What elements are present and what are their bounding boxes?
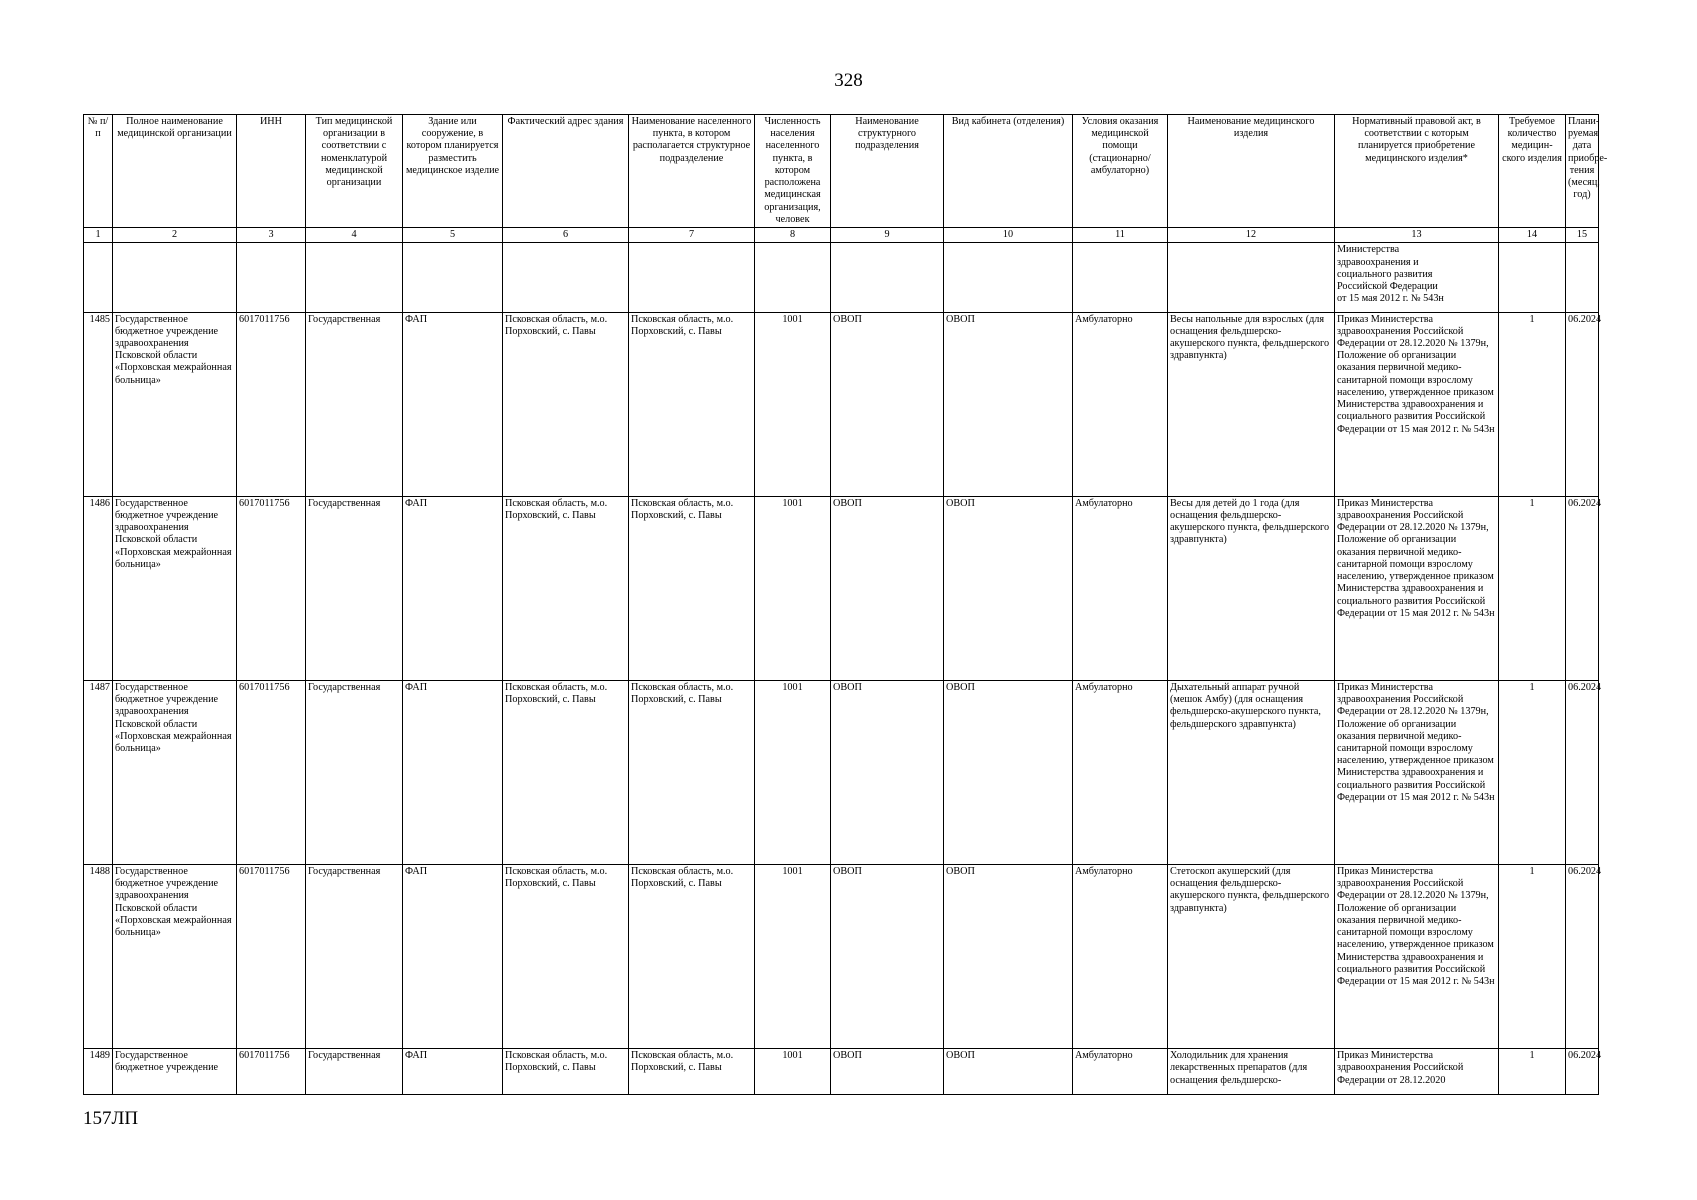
unit-cell: ОВОП <box>831 496 944 680</box>
table-row <box>84 1049 1599 1095</box>
column-number-row <box>84 228 1599 243</box>
unit-cell: ОВОП <box>831 312 944 496</box>
org-name-cell: Государственное бюджетное учреждение <box>113 1049 237 1095</box>
column-number: 10 <box>944 228 1073 243</box>
population-cell: 1001 <box>755 680 831 864</box>
document-code: 157ЛП <box>83 1108 139 1129</box>
locality-cell: Псковская область, м.о. Порховский, с. Павы <box>629 1049 755 1095</box>
table-row <box>84 496 1599 680</box>
address-cell: Псковская область, м.о. Порховский, с. Павы <box>503 312 629 496</box>
page-number: 328 <box>834 70 863 91</box>
cabinet-cell: ОВОП <box>944 1049 1073 1095</box>
locality-cell: Псковская область, м.о. Порховский, с. Павы <box>629 680 755 864</box>
unit-cell: ОВОП <box>831 1049 944 1095</box>
quantity-cell: 1 <box>1499 312 1566 496</box>
header-cell: Наименование медицинского изделия <box>1168 115 1335 228</box>
act-cell: Приказ Министерства здравоохранения Российской Федерации от 28.12.2020 № 1379н, Положение об организации оказания первичной медико-санитарной помощи взрослому населению, утвержденное приказом Министерства здравоохранения и социального развития Российской Федерации от 15 мая 2012 г. № 543н <box>1335 680 1499 864</box>
cabinet-cell: ОВОП <box>944 496 1073 680</box>
column-number: 9 <box>831 228 944 243</box>
column-number: 15 <box>1566 228 1599 243</box>
act-cell: Приказ Министерства здравоохранения Российской Федерации от 28.12.2020 № 1379н, Положение об организации оказания первичной медико-санитарной помощи взрослому населению, утвержденное приказом Министерства здравоохранения и социального развития Российской Федерации от 15 мая 2012 г. № 543н <box>1335 496 1499 680</box>
header-cell: Полное наименование медицинской организации <box>113 115 237 228</box>
table-cell <box>237 243 306 312</box>
header-cell: Численность населения населенного пункта, в котором расположена медицинская организация, человек <box>755 115 831 228</box>
conditions-cell: Амбулаторно <box>1073 865 1168 1049</box>
column-number: 4 <box>306 228 403 243</box>
table-cell <box>1566 243 1599 312</box>
locality-cell: Псковская область, м.о. Порховский, с. Павы <box>629 865 755 1049</box>
date-cell: 06.2024 <box>1566 865 1599 1049</box>
inn-cell: 6017011756 <box>237 496 306 680</box>
building-cell: ФАП <box>403 865 503 1049</box>
table-cell <box>1168 243 1335 312</box>
org-name-cell: Государственное бюджетное учреждение здравоохранения Псковской области «Порховская межрайонная больница» <box>113 496 237 680</box>
column-number: 5 <box>403 228 503 243</box>
act-cell: Приказ Министерства здравоохранения Российской Федерации от 28.12.2020 № 1379н, Положение об организации оказания первичной медико-санитарной помощи взрослому населению, утвержденное приказом Министерства здравоохранения и социального развития Российской Федерации от 15 мая 2012 г. № 543н <box>1335 312 1499 496</box>
building-cell: ФАП <box>403 496 503 680</box>
locality-cell: Псковская область, м.о. Порховский, с. Павы <box>629 312 755 496</box>
locality-cell: Псковская область, м.о. Порховский, с. Павы <box>629 496 755 680</box>
device-cell: Дыхательный аппарат ручной (мешок Амбу) (для оснащения фельдшерско-акушерского пункта, фельдшерского здравпункта) <box>1168 680 1335 864</box>
table-cell <box>755 243 831 312</box>
act-cell: Приказ Министерства здравоохранения Российской Федерации от 28.12.2020 № 1379н, Положение об организации оказания первичной медико-санитарной помощи взрослому населению, утвержденное приказом Министерства здравоохранения и социального развития Российской Федерации от 15 мая 2012 г. № 543н <box>1335 865 1499 1049</box>
population-cell: 1001 <box>755 312 831 496</box>
inn-cell: 6017011756 <box>237 312 306 496</box>
column-number: 3 <box>237 228 306 243</box>
header-cell: Требуемое количество медицин-ского изделия <box>1499 115 1566 228</box>
table-row <box>84 312 1599 496</box>
device-cell: Весы для детей до 1 года (для оснащения фельдшерско-акушерского пункта, фельдшерского здравпункта) <box>1168 496 1335 680</box>
table-cell <box>1073 243 1168 312</box>
table-cell <box>113 243 237 312</box>
device-cell: Холодильник для хранения лекарственных препаратов (для оснащения фельдшерско- <box>1168 1049 1335 1095</box>
table-cell <box>306 243 403 312</box>
column-number: 14 <box>1499 228 1566 243</box>
cabinet-cell: ОВОП <box>944 865 1073 1049</box>
table-cell <box>831 243 944 312</box>
address-cell: Псковская область, м.о. Порховский, с. Павы <box>503 865 629 1049</box>
column-number: 13 <box>1335 228 1499 243</box>
header-cell: Плани-руемая дата приобре-тения (месяц, год) <box>1566 115 1599 228</box>
header-cell: Фактический адрес здания <box>503 115 629 228</box>
org-type-cell: Государственная <box>306 865 403 1049</box>
row-number: 1489 <box>84 1049 113 1095</box>
conditions-cell: Амбулаторно <box>1073 496 1168 680</box>
population-cell: 1001 <box>755 1049 831 1095</box>
org-type-cell: Государственная <box>306 680 403 864</box>
unit-cell: ОВОП <box>831 865 944 1049</box>
column-number: 8 <box>755 228 831 243</box>
header-cell: № п/п <box>84 115 113 228</box>
header-cell: Вид кабинета (отделения) <box>944 115 1073 228</box>
row-number: 1485 <box>84 312 113 496</box>
table-cell <box>1499 243 1566 312</box>
table-cell <box>84 243 113 312</box>
building-cell: ФАП <box>403 680 503 864</box>
date-cell: 06.2024 <box>1566 680 1599 864</box>
org-type-cell: Государственная <box>306 496 403 680</box>
header-cell: Здание или сооружение, в котором планируется разместить медицинское изделие <box>403 115 503 228</box>
table-cell <box>629 243 755 312</box>
date-cell: 06.2024 <box>1566 496 1599 680</box>
column-number: 2 <box>113 228 237 243</box>
continuation-row <box>84 243 1599 312</box>
conditions-cell: Амбулаторно <box>1073 1049 1168 1095</box>
inn-cell: 6017011756 <box>237 865 306 1049</box>
conditions-cell: Амбулаторно <box>1073 680 1168 864</box>
column-number: 12 <box>1168 228 1335 243</box>
table-cell <box>403 243 503 312</box>
column-number: 11 <box>1073 228 1168 243</box>
header-cell: Наименование населенного пункта, в котором располагается структурное подразделение <box>629 115 755 228</box>
date-cell: 06.2024 <box>1566 312 1599 496</box>
inn-cell: 6017011756 <box>237 680 306 864</box>
org-name-cell: Государственное бюджетное учреждение здравоохранения Псковской области «Порховская межрайонная больница» <box>113 865 237 1049</box>
quantity-cell: 1 <box>1499 496 1566 680</box>
address-cell: Псковская область, м.о. Порховский, с. Павы <box>503 496 629 680</box>
building-cell: ФАП <box>403 312 503 496</box>
header-row <box>84 115 1599 228</box>
device-cell: Весы напольные для взрослых (для оснащения фельдшерско-акушерского пункта, фельдшерского здравпункта) <box>1168 312 1335 496</box>
header-cell: Нормативный правовой акт, в соответствии с которым планируется приобретение медицинского изделия* <box>1335 115 1499 228</box>
quantity-cell: 1 <box>1499 680 1566 864</box>
cabinet-cell: ОВОП <box>944 312 1073 496</box>
header-cell: Условия оказания медицинской помощи (стационарно/ амбулаторно) <box>1073 115 1168 228</box>
address-cell: Псковская область, м.о. Порховский, с. Павы <box>503 1049 629 1095</box>
inn-cell: 6017011756 <box>237 1049 306 1095</box>
conditions-cell: Амбулаторно <box>1073 312 1168 496</box>
device-cell: Стетоскоп акушерский (для оснащения фельдшерско-акушерского пункта, фельдшерского здравпункта) <box>1168 865 1335 1049</box>
org-type-cell: Государственная <box>306 1049 403 1095</box>
cabinet-cell: ОВОП <box>944 680 1073 864</box>
population-cell: 1001 <box>755 865 831 1049</box>
population-cell: 1001 <box>755 496 831 680</box>
continued-act-cell: Министерства здравоохранения и социального развития Российской Федерации от 15 мая 2012 г. № 543н <box>1335 243 1499 312</box>
equipment-table <box>83 114 1608 1095</box>
org-name-cell: Государственное бюджетное учреждение здравоохранения Псковской области «Порховская межрайонная больница» <box>113 312 237 496</box>
column-number: 7 <box>629 228 755 243</box>
table-row <box>84 865 1599 1049</box>
column-number: 6 <box>503 228 629 243</box>
unit-cell: ОВОП <box>831 680 944 864</box>
address-cell: Псковская область, м.о. Порховский, с. Павы <box>503 680 629 864</box>
column-number: 1 <box>84 228 113 243</box>
quantity-cell: 1 <box>1499 865 1566 1049</box>
header-cell: Наименование структурного подразделения <box>831 115 944 228</box>
org-name-cell: Государственное бюджетное учреждение здравоохранения Псковской области «Порховская межрайонная больница» <box>113 680 237 864</box>
row-number: 1488 <box>84 865 113 1049</box>
quantity-cell: 1 <box>1499 1049 1566 1095</box>
org-type-cell: Государственная <box>306 312 403 496</box>
act-cell: Приказ Министерства здравоохранения Российской Федерации от 28.12.2020 <box>1335 1049 1499 1095</box>
row-number: 1486 <box>84 496 113 680</box>
building-cell: ФАП <box>403 1049 503 1095</box>
date-cell: 06.2024 <box>1566 1049 1599 1095</box>
header-cell: Тип медицинской организации в соответствии с номенклатурой медицинской организации <box>306 115 403 228</box>
header-cell: ИНН <box>237 115 306 228</box>
table-row <box>84 680 1599 864</box>
table-cell <box>503 243 629 312</box>
row-number: 1487 <box>84 680 113 864</box>
table-cell <box>944 243 1073 312</box>
